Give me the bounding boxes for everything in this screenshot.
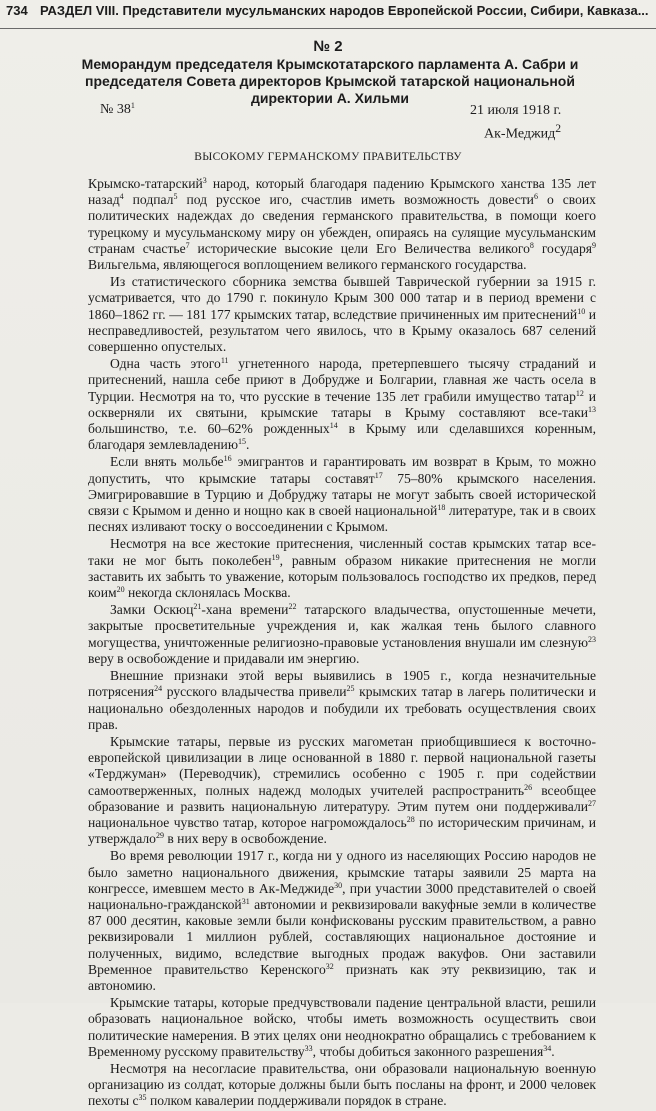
paragraph-text: Одна часть этого <box>110 356 221 372</box>
footnote-ref: 18 <box>437 503 446 513</box>
paragraph-text: подпал <box>123 192 174 208</box>
paragraph-text: под русское иго, счастлив иметь возможность довести <box>177 192 534 208</box>
footnote-ref: 33 <box>304 1043 313 1053</box>
paragraph-text: некогда склонялась Москва. <box>124 585 291 601</box>
section-title: РАЗДЕЛ VIII. Представители мусульманских народов Европейской России, Сибири, Кавказа... <box>40 3 649 18</box>
paragraph-text: автономии и реквизировали вакуфные земли в количестве 87 000 десятин, каковые земли были конфискованы русским правительством, а равно реквизировали 1 миллион рублей, составляющих национальное достояние и полученных, видимо, вследствие выгодных продаж вакуфов. Они заставили Временное правительство Керенского <box>88 896 596 977</box>
paragraph-text: Во время революции 1917 г., когда ни у одного из населяющих Россию народов не было заметно национального движения, крымские татары заявили 25 марта на конгрессе, имевшем место в Ак-Меджиде <box>88 848 596 896</box>
footnote-ref: 11 <box>220 356 229 366</box>
footnote-ref: 17 <box>374 470 383 480</box>
footnote-ref: 6 <box>533 192 538 202</box>
document-number: № 2 <box>313 38 343 55</box>
footnote-ref: 2 <box>555 122 562 135</box>
paragraph-text: и оскверняли их святыни, крымские татары в Крыму составляют все-таки <box>88 388 596 420</box>
footnote-ref: 5 <box>173 192 178 202</box>
footnote-ref: 14 <box>329 421 338 431</box>
footnote-ref: 4 <box>119 192 124 202</box>
footnote-ref: 31 <box>241 896 250 906</box>
document-title: Меморандум председателя Крымскотатарского парламента А. Сабри и председателя Совета директоров Крымской татарской национальной директории А. Хильми <box>81 56 579 106</box>
paragraph-text: татарского владычества, опустошенные мечети, закрытые просветительные учреждения и, как жалкая тень былого славного могущества, уничтоженные религиозно-правовые установления внушали им слезную <box>88 602 596 650</box>
body-paragraph <box>88 454 596 535</box>
footnote-ref: 1 <box>130 101 135 110</box>
body-paragraph <box>88 356 596 453</box>
paragraph-text: всеобщее образование и развить национальную литературу. Этим путем они поддерживали <box>88 782 597 814</box>
paragraph-text: , при участии 3000 представителей о своей национально-гражданской <box>88 880 597 912</box>
paragraph-text: большинство, т.е. 60–62% рожденных <box>88 421 330 437</box>
footnote-ref: 24 <box>154 684 163 694</box>
document-body <box>88 176 596 1111</box>
paragraph-text: . <box>245 437 250 453</box>
paragraph-text: в них веру в освобождение. <box>163 831 327 847</box>
footnote-ref: 28 <box>406 814 415 824</box>
body-paragraph <box>88 668 596 733</box>
body-paragraph <box>88 995 596 1060</box>
footnote-ref: 3 <box>202 176 207 185</box>
footnote-ref: 34 <box>543 1043 552 1053</box>
paragraph-text: литературе, так и в своих песнях изливают тоску о воссоединении с Крымом. <box>88 503 596 535</box>
paragraph-text: Крымские татары, которые предчувствовали падение центральной власти, решили образовать национальное войско, чтобы иметь возможность осуществить свои политические намерения. В этих целях они неоднократно обращались с требованием к Временному русскому правительству <box>88 995 596 1059</box>
paragraph-text: Замки Оскюц <box>110 602 194 618</box>
page-number: 734 <box>6 3 28 18</box>
paragraph-text: веру в освобождение и придавали им энергию. <box>88 650 360 666</box>
footnote-ref: 12 <box>575 388 584 398</box>
paragraph-text: признать как эту реквизицию, так и автономию. <box>88 961 596 993</box>
body-paragraph <box>88 536 596 601</box>
paragraph-text: народ, который благодаря падению Крымского ханства 135 лет назад <box>88 176 596 208</box>
footnote-ref: 15 <box>237 437 246 447</box>
paragraph-text: по историческим причинам, и утверждало <box>88 814 596 847</box>
paragraph-text: Если внять мольбе <box>110 454 224 470</box>
paragraph-text: , равным образом никакие притеснения не могли заставить их забыть то уважение, которым пользовалось господство их предков, перед коим <box>88 552 596 601</box>
paragraph-text: крымских татар в лагерь политически и национально обездоленных народов и побудили их требовать осуществления своих прав. <box>88 684 597 732</box>
footnote-ref: 16 <box>223 454 232 464</box>
paragraph-text: Вильгельма, являющегося воплощением великого германского государства. <box>88 257 527 273</box>
paragraph-text: Внешние признаки этой веры выявились в 1905 г., когда незначительные потрясения <box>88 668 596 700</box>
document-date: 21 июля 1918 г. <box>470 103 562 118</box>
paragraph-text: -хана времени <box>201 602 289 618</box>
paragraph-text: исторические высокие цели Его Величества великого <box>189 240 530 256</box>
footnote-ref: 13 <box>588 404 596 414</box>
footnote-ref: 20 <box>116 585 125 595</box>
paragraph-text: Из статистического сборника земства бывшей Таврической губернии за 1915 г. усматривается, что до 1790 г. покинуло Крым 300 000 татар и в период времени с 1860–1862 гг. — 181 177 крымских татар, вследствие причиненных им притеснений <box>88 274 596 322</box>
footnote-ref: 19 <box>271 552 280 562</box>
paragraph-text: Крымско-татарский <box>88 176 203 191</box>
body-paragraph <box>88 176 596 273</box>
paragraph-text: полком кавалерии поддерживали порядок в стране. <box>146 1093 447 1109</box>
paragraph-text: и несправедливостей, результатом чего явилось, что в Крыму оказалось 687 селений совершенно опустелых. <box>88 306 596 355</box>
paragraph-text: Несмотря на несогласие правительства, они образовали национальную военную организацию из солдат, которые должны были быть посланы на фронт, и 2000 человек пехоты с <box>88 1060 596 1109</box>
paragraph-text: угнетенного народа, претерпевшего тысячу страданий и притеснений, нашла себе приют в Добрудже и Болгарии, главная же часть осела в Турции. Несмотря на то, что русские в течение 135 лет грабили имущество татар <box>88 356 596 404</box>
footnote-ref: 26 <box>524 782 533 792</box>
paragraph-text: русского владычества привели <box>162 684 347 700</box>
paragraph-text: , чтобы добиться законного разрешения <box>312 1043 544 1059</box>
paragraph-text: государя <box>533 240 592 256</box>
paragraph-text: Несмотря на все жестокие притеснения, численный состав крымских татар все-таки не мог быть поколебен <box>88 536 596 568</box>
registration-number <box>100 102 135 118</box>
footnote-ref: 9 <box>592 240 596 250</box>
footnote-ref: 32 <box>325 961 334 971</box>
date-place-block <box>470 102 561 144</box>
footnote-ref: 30 <box>334 880 343 890</box>
footnote-ref: 7 <box>185 240 190 250</box>
addressee: ВЫСОКОМУ ГЕРМАНСКОМУ ПРАВИТЕЛЬСТВУ <box>194 151 462 163</box>
footnote-ref: 29 <box>155 831 164 841</box>
document-place <box>470 120 561 144</box>
registration-number-text: № 38 <box>100 102 131 117</box>
footnote-ref: 23 <box>588 634 596 644</box>
footnote-ref: 8 <box>529 240 534 250</box>
body-paragraph <box>88 274 596 355</box>
body-paragraph <box>88 734 596 847</box>
footnote-ref: 22 <box>288 602 297 612</box>
footnote-ref: 35 <box>138 1093 147 1103</box>
body-paragraph <box>88 848 596 994</box>
paragraph-text: Крымские татары, первые из русских магометан приобщившиеся к восточно-европейской цивилизации в лице основанной в 1880 г. первой национальной газеты «Терджуман» (Переводчик), стремились особенно с 1905 г. при содействии самоотверженных, полных надежд молодых учителей распространить <box>88 733 596 798</box>
paragraph-text: о своих политических надеждах до сведения германского правительства, в помощи коего турецкому и мусульманскому миру он убежден, опираясь на сулящие мусульманским странам счастье <box>88 192 596 256</box>
footnote-ref: 10 <box>577 306 586 316</box>
paragraph-text: национальное чувство татар, которое нагромождалось <box>88 814 407 830</box>
footnote-ref: 21 <box>193 602 202 612</box>
running-head <box>0 0 656 29</box>
footnote-ref: 27 <box>588 798 596 808</box>
body-paragraph <box>88 1061 596 1110</box>
paragraph-text: эмигрантов и гарантировать им возврат в Крым, то можно допустить, что крымские татары составят <box>88 454 596 486</box>
paragraph-text: . <box>551 1043 555 1059</box>
footnote-ref: 25 <box>346 684 355 694</box>
body-paragraph <box>88 602 596 667</box>
paragraph-text: 75–80% крымского населения. Эмигрировавшие в Турцию и Добруджу татары не могут забыть своей исторической связи с Крымом и денно и нощно как в своей национальной <box>88 470 596 519</box>
document-place-text: Ак-Меджид <box>484 126 556 142</box>
paragraph-text: в Крыму или сделавшихся коренным, благодаря землевладению <box>88 421 596 453</box>
